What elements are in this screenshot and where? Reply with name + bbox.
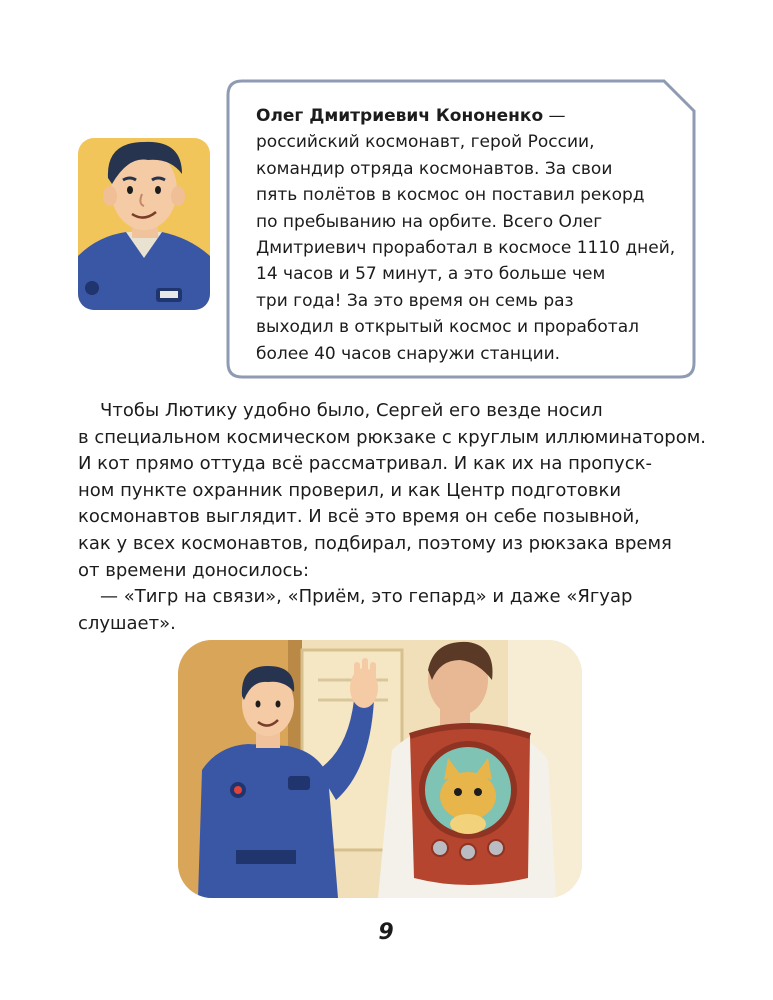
page-number: 9: [378, 920, 394, 945]
info-text: [256, 103, 682, 367]
story-line: И кот прямо оттуда всё рассматривал. И как их на пропуск-: [78, 453, 652, 475]
story-illustration: [178, 640, 582, 898]
story-line: от времени доносилось:: [78, 559, 310, 581]
story-line: в специальном космическом рюкзаке с круглым иллюминатором.: [78, 426, 707, 448]
name-dash: —: [543, 106, 566, 126]
story-line: космонавтов выглядит. И всё это время он себе позывной,: [78, 506, 640, 528]
info-line: российский космонавт, герой России,: [256, 132, 595, 153]
info-line: более 40 часов снаружи станции.: [256, 343, 561, 364]
info-line: Дмитриевич проработал в космосе 1110 дней,: [256, 238, 676, 259]
info-line: 14 часов и 57 минут, а это больше чем: [256, 264, 606, 285]
story-line: — «Тигр на связи», «Приём, это гепард» и даже «Ягуар: [100, 586, 633, 608]
story-line: Чтобы Лютику удобно было, Сергей его везде носил: [100, 400, 603, 421]
story-line: ном пункте охранник проверил, и как Центр подготовки: [78, 479, 622, 501]
info-line: три года! За это время он семь раз: [256, 290, 574, 311]
story-line: как у всех космонавтов, подбирал, поэтому из рюкзака время: [78, 532, 672, 554]
story-text: [78, 398, 707, 637]
info-line: выходил в открытый космос и проработал: [256, 317, 639, 338]
story-line: слушает».: [78, 612, 176, 634]
info-line: по пребыванию на орбите. Всего Олег: [256, 211, 603, 232]
info-line: пять полётов в космос он поставил рекорд: [256, 185, 645, 206]
cosmonaut-name: Олег Дмитриевич Кононенко: [256, 106, 544, 126]
cosmonaut-portrait: [78, 138, 210, 310]
info-bubble: [226, 79, 696, 379]
info-line: командир отряда космонавтов. За свои: [256, 158, 613, 179]
